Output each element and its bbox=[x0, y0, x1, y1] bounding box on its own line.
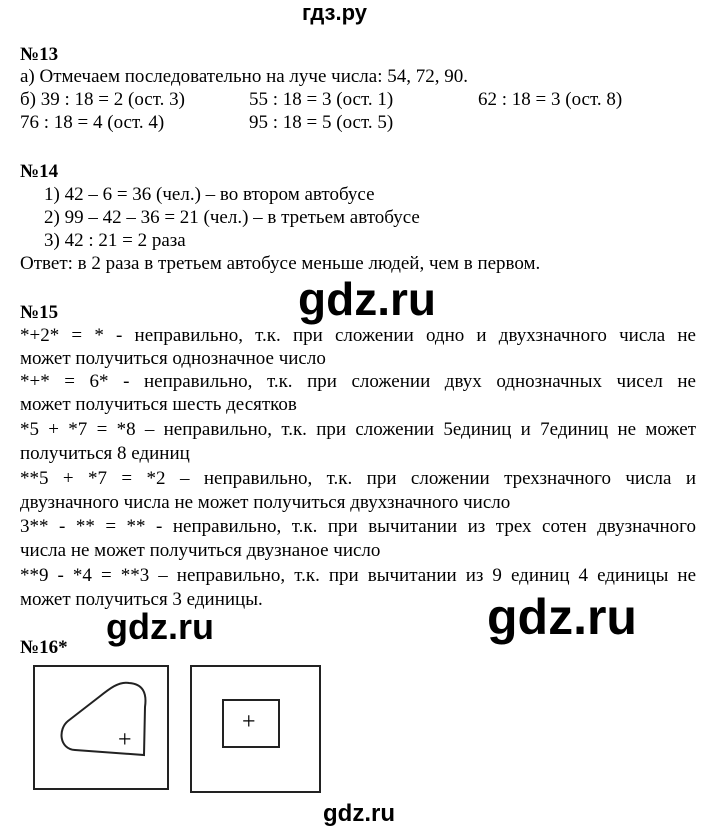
task14-answer: Ответ: в 2 раза в третьем автобусе меньше людей, чем в первом. bbox=[20, 253, 541, 274]
task13-b3: 62 : 18 = 3 (ост. 8) bbox=[478, 89, 623, 110]
task15-line6: получиться 8 единиц bbox=[20, 443, 190, 464]
task14-step3: 3) 42 : 21 = 2 раза bbox=[44, 230, 186, 251]
task15-line9: 3** - ** = ** - неправильно, т.к. при вычитании из трех сотен двузначного bbox=[20, 516, 696, 537]
task15-line12: может получиться 3 единицы. bbox=[20, 589, 263, 610]
task13-b5: 95 : 18 = 5 (ост. 5) bbox=[249, 112, 394, 133]
site-header: гдз.ру bbox=[302, 0, 367, 25]
watermark: gdz.ru bbox=[298, 273, 436, 325]
watermark: gdz.ru bbox=[323, 800, 395, 827]
task13-b2: 55 : 18 = 3 (ост. 1) bbox=[249, 89, 394, 110]
blob-shape bbox=[35, 667, 167, 788]
figure-frame-left bbox=[33, 665, 169, 790]
plus-marker: + bbox=[242, 709, 256, 735]
task15-title: №15 bbox=[20, 302, 59, 323]
task15-line3: *+* = 6* - неправильно, т.к. при сложении двух однозначных чисел не bbox=[20, 371, 696, 392]
task15-line2: может получиться однозначное число bbox=[20, 348, 326, 369]
task13-a: а) Отмечаем последовательно на луче числа: 54, 72, 90. bbox=[20, 66, 469, 87]
plus-marker: + bbox=[118, 727, 132, 753]
figure-frame-right bbox=[190, 665, 321, 793]
task13-title: №13 bbox=[20, 44, 59, 65]
task15-line7: **5 + *7 = *2 – неправильно, т.к. при сложении трехзначного числа и bbox=[20, 468, 696, 489]
watermark: gdz.ru bbox=[487, 589, 637, 645]
task15-line8: двузначного числа не может получиться двухзначного число bbox=[20, 492, 511, 513]
task16-title: №16* bbox=[20, 637, 68, 658]
task13-b1: б) 39 : 18 = 2 (ост. 3) bbox=[20, 89, 185, 110]
task13-b4: 76 : 18 = 4 (ост. 4) bbox=[20, 112, 165, 133]
task15-line1: *+2* = * - неправильно, т.к. при сложении одно и двухзначного числа не bbox=[20, 325, 696, 346]
task15-line10: числа не может получиться двузнаное число bbox=[20, 540, 381, 561]
inner-square bbox=[222, 699, 280, 748]
task14-title: №14 bbox=[20, 161, 59, 182]
task15-line11: **9 - *4 = **3 – неправильно, т.к. при вычитании из 9 единиц 4 единицы не bbox=[20, 565, 696, 586]
task15-line4: может получиться шесть десятков bbox=[20, 394, 297, 415]
task14-step2: 2) 99 – 42 – 36 = 21 (чел.) – в третьем автобусе bbox=[44, 207, 420, 228]
watermark: gdz.ru bbox=[106, 606, 214, 647]
task15-line5: *5 + *7 = *8 – неправильно, т.к. при сложении 5единиц и 7единиц не может bbox=[20, 419, 696, 440]
task14-step1: 1) 42 – 6 = 36 (чел.) – во втором автобусе bbox=[44, 184, 375, 205]
